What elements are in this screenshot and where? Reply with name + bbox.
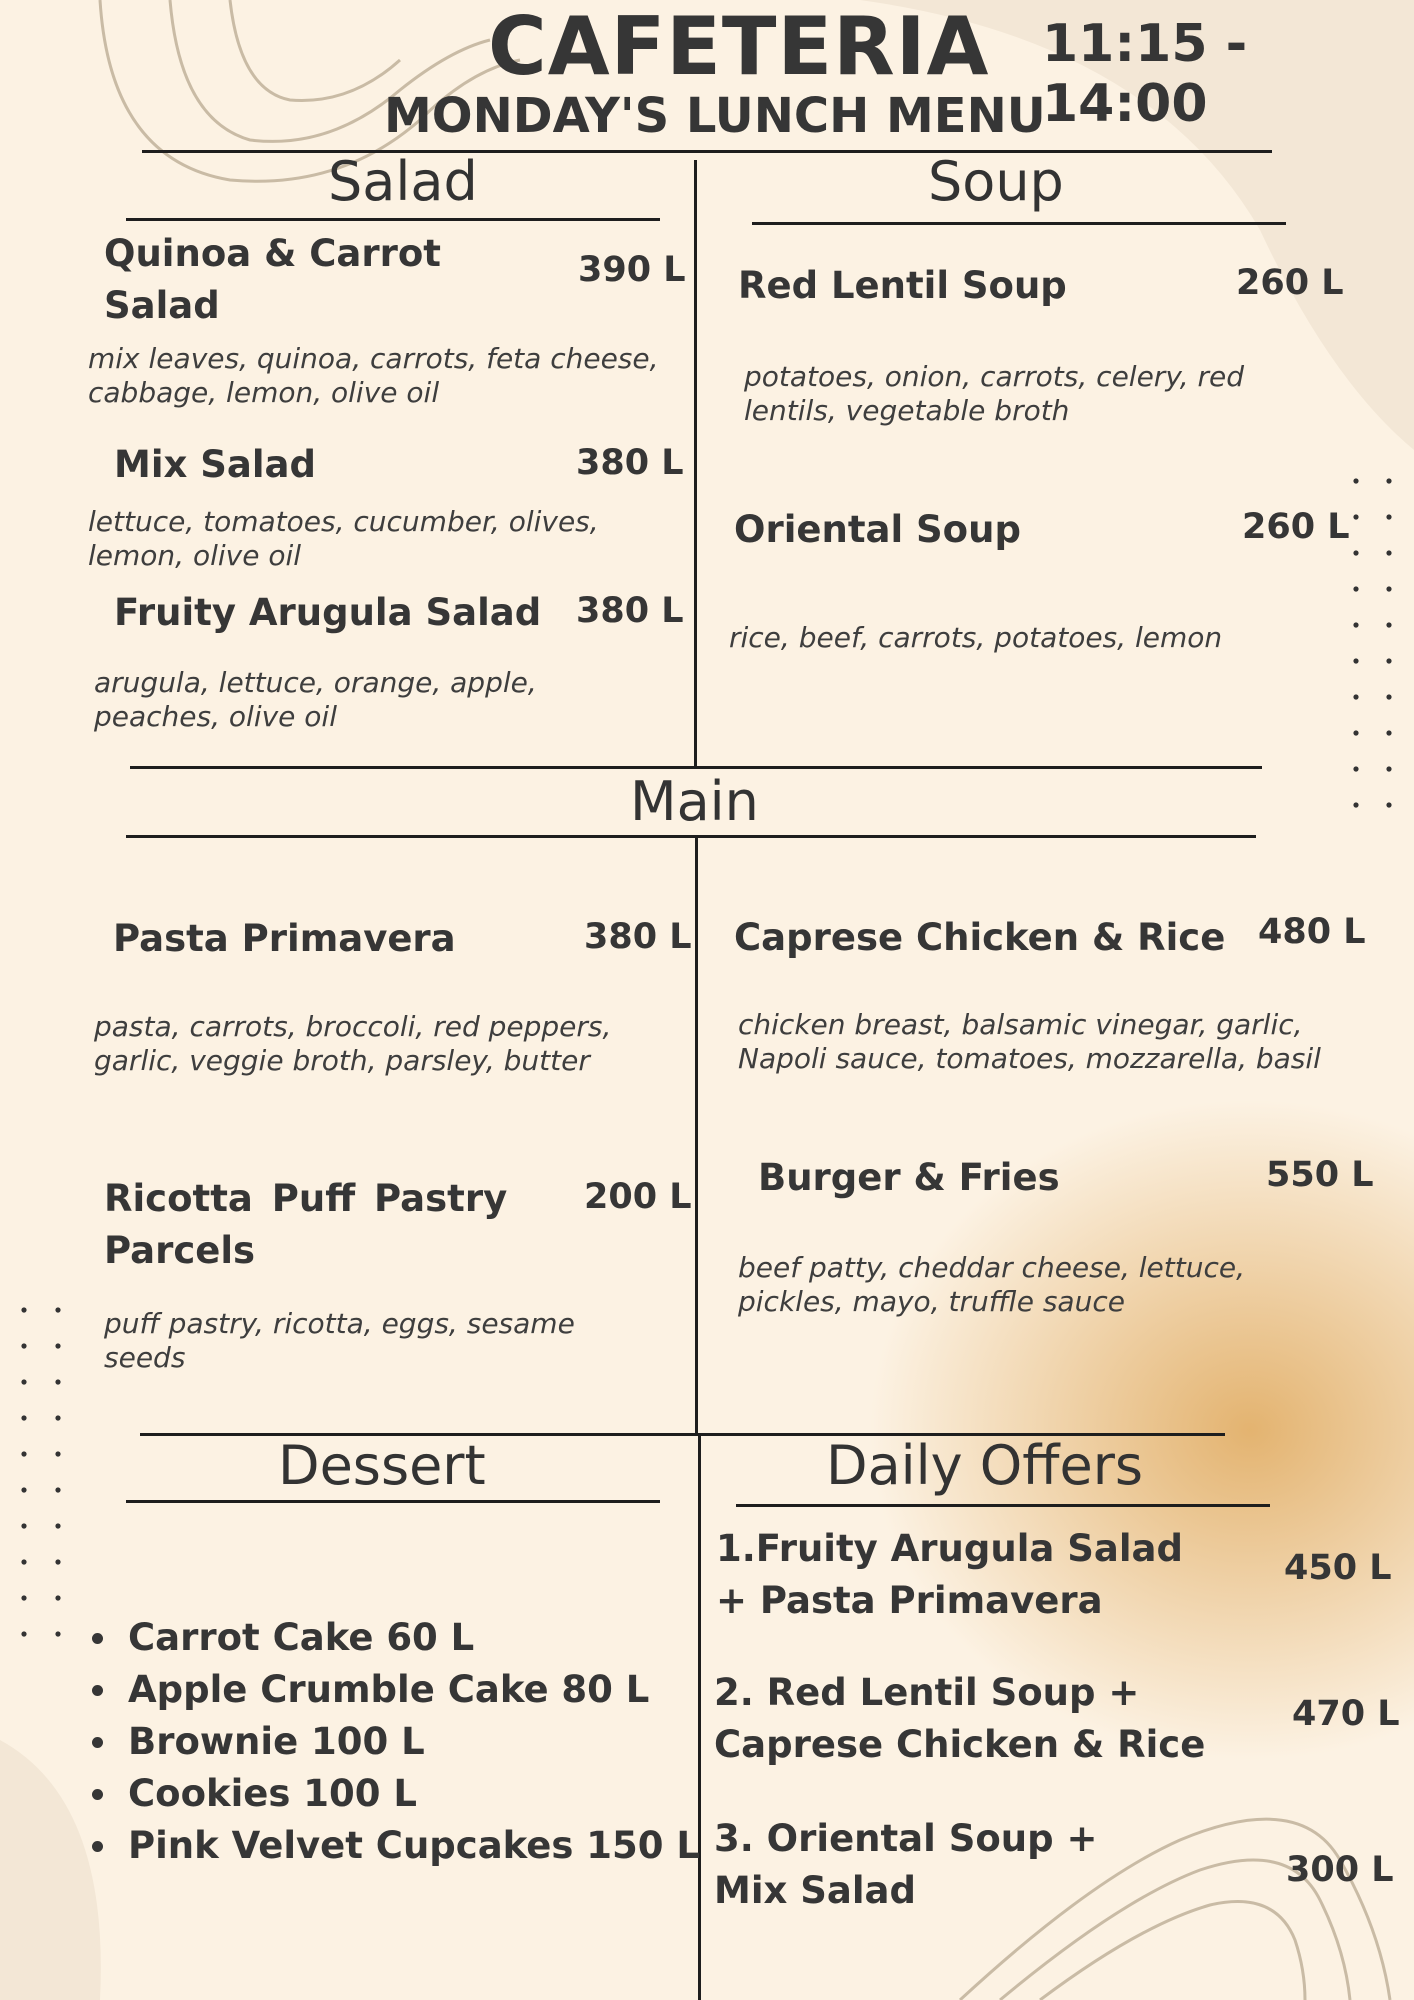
dish-name: Pasta Primavera [113, 917, 456, 960]
decorative-dot [21, 1487, 26, 1492]
dish-price: 380 L [576, 591, 684, 631]
decorative-dot [1353, 622, 1358, 627]
dish-price: 390 L [578, 250, 686, 290]
decorative-dot [21, 1631, 26, 1636]
dish-description: pasta, carrots, broccoli, red peppers, garlic, veggie broth, parsley, butter [94, 1010, 612, 1077]
dish-description: potatoes, onion, carrots, celery, red lentils, vegetable broth [744, 360, 1245, 427]
decorative-dot [1353, 694, 1358, 699]
offer-price: 470 L [1292, 1694, 1400, 1734]
dish-name: Oriental Soup [734, 508, 1021, 551]
decorative-dot [1353, 550, 1358, 555]
dish-description: arugula, lettuce, orange, apple, peaches, olive oil [94, 666, 537, 733]
section-title-dessert: Dessert [278, 1434, 486, 1497]
page-title: CAFETERIA [488, 0, 990, 93]
decorative-dot [21, 1451, 26, 1456]
decorative-dot [1353, 766, 1358, 771]
decorative-dot [1353, 802, 1358, 807]
section-title-daily-offers: Daily Offers [826, 1434, 1144, 1497]
list-item: Pink Velvet Cupcakes 150 L [88, 1820, 700, 1872]
dish-description: beef patty, cheddar cheese, lettuce, pickles, mayo, truffle sauce [738, 1251, 1245, 1318]
dish-description: puff pastry, ricotta, eggs, sesame seeds [104, 1307, 575, 1374]
dish-name: Burger & Fries [758, 1156, 1060, 1199]
decorative-dot [1386, 622, 1391, 627]
dish-price: 380 L [584, 917, 692, 957]
decorative-dot [1353, 730, 1358, 735]
decorative-dot [55, 1559, 60, 1564]
section-title-main: Main [630, 770, 759, 833]
decorative-dot [1386, 550, 1391, 555]
offer-price: 300 L [1286, 1850, 1394, 1890]
decorative-dot [21, 1595, 26, 1600]
list-item: Carrot Cake 60 L [88, 1612, 700, 1664]
list-item: Cookies 100 L [88, 1768, 700, 1820]
column-divider-top [694, 160, 697, 768]
decorative-dot [55, 1523, 60, 1528]
offer-item: 2. Red Lentil Soup + Caprese Chicken & Rice [714, 1671, 1206, 1766]
decorative-dot [55, 1343, 60, 1348]
dish-description: lettuce, tomatoes, cucumber, olives, lemon, olive oil [88, 505, 599, 572]
decorative-dot [1386, 478, 1391, 483]
decorative-dot [1386, 586, 1391, 591]
decorative-dot [21, 1523, 26, 1528]
dish-name: Fruity Arugula Salad [114, 591, 542, 634]
dessert-list [88, 1612, 700, 1872]
header-divider [142, 150, 1272, 153]
decorative-dot [1386, 730, 1391, 735]
column-divider-middle [695, 838, 698, 1434]
dish-price: 550 L [1266, 1155, 1374, 1195]
dish-price: 260 L [1242, 507, 1350, 547]
decorative-dot [1386, 802, 1391, 807]
dish-description: chicken breast, balsamic vinegar, garlic, Napoli sauce, tomatoes, mozzarella, basil [738, 1008, 1321, 1075]
decorative-dot [21, 1559, 26, 1564]
page-subtitle: MONDAY'S LUNCH MENU [384, 88, 1046, 144]
decorative-dot [1353, 586, 1358, 591]
offers-title-underline [736, 1504, 1270, 1507]
decorative-dot [21, 1343, 26, 1348]
dessert-title-underline [126, 1500, 660, 1503]
section-title-salad: Salad [328, 150, 478, 213]
decorative-dot [1353, 658, 1358, 663]
dish-price: 480 L [1258, 912, 1366, 952]
dish-name: Ricotta Puff Pastry Parcels [104, 1177, 508, 1272]
decorative-dot [55, 1415, 60, 1420]
section-title-soup: Soup [928, 150, 1064, 213]
salad-title-underline [126, 218, 660, 221]
section-divider-upper [130, 766, 1262, 769]
dish-name: Caprese Chicken & Rice [734, 916, 1226, 959]
decorative-dot [55, 1487, 60, 1492]
decorative-dot [1353, 514, 1358, 519]
decorative-dot [55, 1307, 60, 1312]
dish-description: rice, beef, carrots, potatoes, lemon [729, 621, 1223, 654]
dish-name: Red Lentil Soup [738, 264, 1067, 307]
decorative-dot [1386, 658, 1391, 663]
decorative-dot [21, 1415, 26, 1420]
decorative-dot [1386, 514, 1391, 519]
soup-title-underline [752, 222, 1286, 225]
dish-description: mix leaves, quinoa, carrots, feta cheese, cabbage, lemon, olive oil [88, 342, 659, 409]
dish-price: 380 L [576, 443, 684, 483]
list-item: Apple Crumble Cake 80 L [88, 1664, 700, 1716]
decorative-dot [1386, 694, 1391, 699]
list-item: Brownie 100 L [88, 1716, 700, 1768]
decorative-dot [55, 1379, 60, 1384]
dish-name: Mix Salad [114, 443, 317, 486]
offer-price: 450 L [1284, 1548, 1392, 1588]
decorative-dot [1353, 478, 1358, 483]
decorative-dot [21, 1307, 26, 1312]
main-title-underline [126, 835, 1256, 838]
decorative-dot [55, 1595, 60, 1600]
dish-price: 200 L [584, 1177, 692, 1217]
dish-price: 260 L [1236, 263, 1344, 303]
decorative-dot [1386, 766, 1391, 771]
dish-name: Quinoa & Carrot Salad [104, 232, 441, 327]
serving-hours: 11:15 - 14:00 [1042, 14, 1248, 134]
decorative-dot [21, 1379, 26, 1384]
offer-item: 1.Fruity Arugula Salad + Pasta Primavera [716, 1527, 1183, 1622]
offer-item: 3. Oriental Soup + Mix Salad [714, 1817, 1098, 1912]
decorative-dot [55, 1451, 60, 1456]
decorative-dot [55, 1631, 60, 1636]
